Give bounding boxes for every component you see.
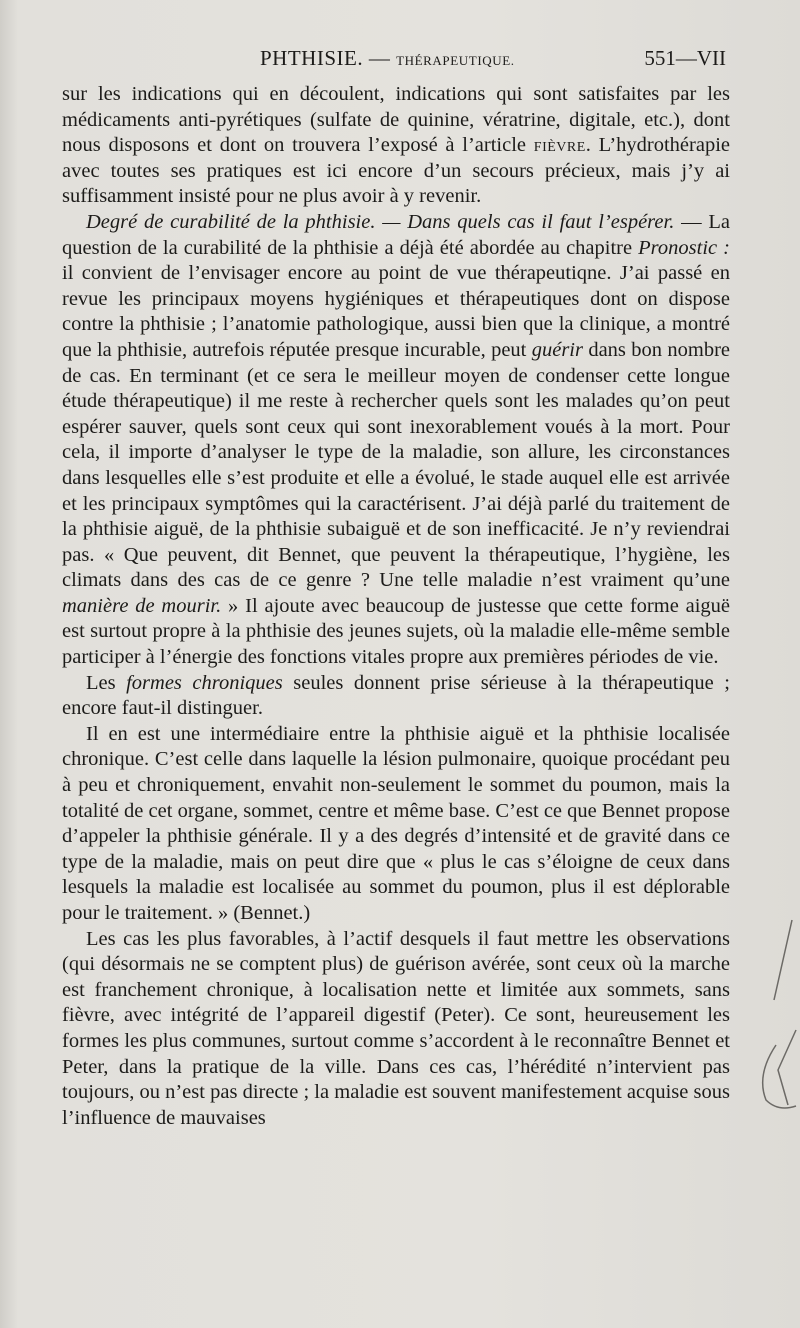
cross-reference-fievre: fièvre — [533, 134, 586, 157]
paragraph-5: Les cas les plus favorables, à l’actif desquels il faut mettre les observations (qui désormais ne se comptent plus) de guérison avérée, sont ceux où la marche est franchement chronique, à localisation nette et limitée aux sommets, sans fièvre, avec intégrité de l’appareil digestif (Peter). Ce sont, heureusement les formes les plus communes, surtout comme s’accordent à le reconnaître Bennet et Peter, dans la pratique de la ville. Dans ces cas, l’hérédité n’intervient pas toujours, ou n’est pas directe ; la maladie est souvent manifestement acquise sous l’influence de mauvaises — [62, 927, 730, 1129]
paragraph-2: Degré de curabilité de la phthisie. — Dans quels cas il faut l’espérer. — La question de la curabilité de la phthisie a déjà été abordée au chapitre Pronostic : il convient de l’envisager encore au point de vue thérapeutiqne. J’ai passé en revue les principaux moyens hygiéniques et thérapeutiques dont on dispose contre la phthisie ; l’anatomie pathologique, aussi bien que la clinique, a montré que la phthisie, autrefois réputée presque incurable, peut guérir dans bon nombre de cas. En terminant (et ce sera le meilleur moyen de condenser cette longue étude thérapeutique) il me reste à rechercher quels sont les malades qu’on peut espérer sauver, quels sont ceux qui sont inexorablement voués à la mort. Pour cela, il importe d’analyser le type de la maladie, son allure, les circonstances dans lesquelles elle s’est produite et elle a évolué, le stade auquel elle est arrivée et les principaux symptômes qui la caractérisent. J’ai déjà parlé du traitement de la phthisie aiguë, de la phthisie subaiguë et de son inefficacité. Je n’y reviendrai pas. « Que peuvent, dit Bennet, que peuvent la thérapeutique, l’hygiène, les climats dans des cas de ce genre ? Une telle maladie n’est vraiment qu’une manière de mourir. » Il ajoute avec beaucoup de justesse que cette forme aiguë est surtout propre à la phthisie des jeunes sujets, où la maladie elle-même semble participer à l’énergie des fonctions vitales propre aux premières périodes de vie. — [62, 210, 731, 669]
running-title-main: PHTHISIE. — — [260, 46, 391, 70]
body-text — [62, 82, 730, 1131]
paragraph-3: Les formes chroniques seules donnent prise sérieuse à la thérapeutique ; encore faut-il distinguer. — [62, 671, 730, 720]
section-heading: Degré de curabilité de la phthisie. — Dans quels cas il faut l’espérer. — [86, 210, 675, 233]
running-title-sub: THÉRAPEUTIQUE. — [396, 53, 515, 68]
page-number: 551—VII — [644, 46, 726, 70]
running-title — [260, 46, 515, 71]
paragraph-4: Il en est une intermédiaire entre la phthisie aiguë et la phthisie localisée chronique. C’est celle dans laquelle la lésion pulmonaire, quoique procédant peu à peu et chroniquement, envahit non-seulement le sommet du poumon, mais la totalité de cet organe, sommet, centre et même base. C’est ce que Bennet propose d’appeler la phthisie générale. Il y a des degrés d’intensité et de gravité dans ce type de la maladie, mais on peut dire que « plus le cas s’éloigne de ceux dans lesquels la maladie est localisée au sommet du poumon, plus il est déplorable pour le traitement. » (Bennet.) — [62, 722, 730, 924]
paragraph-1: sur les indications qui en découlent, indications qui sont satisfaites par les médicaments anti-pyrétiques (sulfate de quinine, vératrine, digitale, etc.), dont nous disposons et dont on trouvera l’exposé à l’article fièvre. L’hydrothérapie avec toutes ses pratiques est ici encore d’un secours précieux, mais j’y ai suffisamment insisté pour ne plus avoir à y revenir. — [62, 83, 730, 208]
pencil-margin-mark — [736, 880, 800, 1120]
running-header — [62, 46, 732, 76]
